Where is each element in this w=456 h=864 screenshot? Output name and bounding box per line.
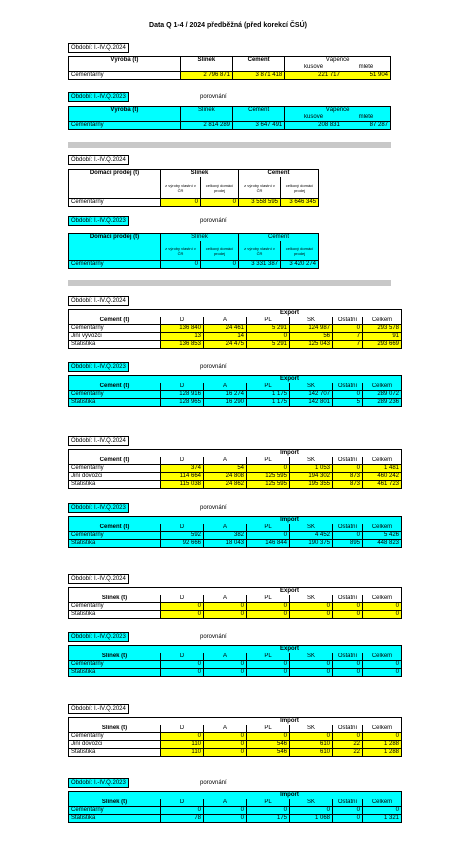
section-divider [68, 142, 391, 148]
table-row: Cementárny 0 0 0 0 0 0 [69, 603, 402, 611]
slinek-import-table-2024: Import Slínek (t) D A PL SK Ostatní Celkem Cementárny 0 0 0 0 0 0 Jiní dovozci 110 0 546 610 22 1 288 Statistika 110 0 546 610 22 1 288 [68, 717, 402, 757]
domaci-table-2024: Domácí prodej (t) Slínek Cement z výroby vlastní v ČR celkový domácí prodej z výroby vlastní v ČR celkový domácí prodej Cementárny 0 0 3 558 595 3 646 345 [68, 169, 319, 207]
table-row: Jiní dovozci 110 0 546 610 22 1 288 [69, 741, 402, 749]
period-label: Období: I.-IV.Q.2023 [68, 92, 129, 102]
col-header: mleté [342, 64, 391, 72]
table-row: Cementárny 592 382 0 4 452 0 5 426 [69, 532, 402, 540]
table-row: Cementárny 2 796 871 3 871 418 221 717 51 904 [69, 72, 391, 80]
table-row: Statistika 136 853 24 475 5 291 125 043 7 293 669 [69, 341, 402, 349]
table-row: Statistika 0 0 0 0 0 0 [69, 611, 402, 619]
slinek-export-table-2023: Export Slínek (t) D A PL SK Ostatní Celkem Cementárny 0 0 0 0 0 0 Statistika 0 0 0 0 0 0 [68, 645, 402, 677]
table-row: Cementárny 128 916 16 274 1 175 142 707 0 289 072 [69, 391, 402, 399]
comparison-label: porovnání [200, 634, 227, 640]
table-row: Statistika 0 0 0 0 0 0 [69, 669, 402, 677]
period-label: Období: I.-IV.Q.2024 [68, 704, 129, 714]
table-row: Cementárny 374 54 0 1 053 0 1 481 [69, 465, 402, 473]
period-label: Období: I.-IV.Q.2023 [68, 778, 129, 788]
col-header: kusové [285, 64, 342, 72]
vyroba-table-2023: Výroba (t) Slínek Cement Vápence kusové mleté Cementárny 2 814 289 3 647 491 208 831 87 287 [68, 106, 391, 130]
period-label: Období: I.-IV.Q.2024 [68, 296, 129, 306]
comparison-label: porovnání [200, 364, 227, 370]
vyroba-table-2024 [68, 56, 391, 80]
cement-export-table-2023: Export Cement (t) D A PL SK Ostatní Celkem Cementárny 128 916 16 274 1 175 142 707 0 289 072 Statistika 128 965 16 290 1 175 142 801 5 289 236 [68, 375, 402, 407]
table-row: Jiní dovozci 114 664 24 808 125 595 194 302 873 460 242 [69, 473, 402, 481]
slinek-import-table-2023: Import Slínek (t) D A PL SK Ostatní Celkem Cementárny 0 0 0 0 0 0 Statistika 78 0 175 1 068 0 1 321 [68, 791, 402, 823]
period-label: Období: I.-IV.Q.2024 [68, 436, 129, 446]
col-header: Cement [233, 57, 285, 65]
table-row: Statistika 110 0 546 610 22 1 288 [69, 749, 402, 757]
table-row: Statistika 78 0 175 1 068 0 1 321 [69, 815, 402, 823]
period-label: Období: I.-IV.Q.2023 [68, 362, 129, 372]
comparison-label: porovnání [200, 94, 227, 100]
table-row: Cementárny 0 0 0 0 0 0 [69, 661, 402, 669]
col-header: Slínek [180, 57, 232, 65]
table-row: Cementárny 0 0 3 331 387 3 420 274 [69, 261, 319, 269]
domaci-table-2023: Domácí prodej (t) Slínek Cement z výroby vlastní v ČR celkový domácí prodej z výroby vlastní v ČR celkový domácí prodej Cementárny 0 0 3 331 387 3 420 274 [68, 233, 319, 269]
table-row: Cementárny 0 0 0 0 0 0 [69, 807, 402, 815]
table-head: Výroba (t) [69, 57, 181, 65]
col-header: Vápence [285, 57, 391, 65]
table-row: Cementárny 0 0 0 0 0 0 [69, 733, 402, 741]
cement-export-table-2024: Export Cement (t) D A PL SK Ostatní Celkem Cementárny 136 840 24 461 5 291 124 987 0 293 578 Jiní vývozci 13 14 0 56 7 91 Statistika 136 853 24 475 5 291 125 043 7 293 669 [68, 309, 402, 349]
table-row: Statistika 115 038 24 862 125 595 195 355 873 461 723 [69, 481, 402, 489]
period-label: Období: I.-IV.Q.2023 [68, 216, 129, 226]
table-row: Cementárny 2 814 289 3 647 491 208 831 87 287 [69, 122, 391, 130]
slinek-export-table-2024: Export Slínek (t) D A PL SK Ostatní Celkem Cementárny 0 0 0 0 0 0 Statistika 0 0 0 0 0 0 [68, 587, 402, 619]
period-label: Období: I.-IV.Q.2023 [68, 503, 129, 513]
comparison-label: porovnání [200, 505, 227, 511]
comparison-label: porovnání [200, 780, 227, 786]
section-divider [68, 280, 391, 286]
cement-import-table-2023: Import Cement (t) D A PL SK Ostatní Celkem Cementárny 592 382 0 4 452 0 5 426 Statistika 92 666 18 043 146 844 190 375 895 448 823 [68, 516, 402, 548]
table-row: Statistika 92 666 18 043 146 844 190 375 895 448 823 [69, 540, 402, 548]
table-row: Cementárny 136 840 24 461 5 291 124 987 0 293 578 [69, 325, 402, 333]
period-label: Období: I.-IV.Q.2024 [68, 43, 129, 53]
table-row: Cementárny 0 0 3 558 595 3 646 345 [69, 199, 319, 207]
cement-import-table-2024: Import Cement (t) D A PL SK Ostatní Celkem Cementárny 374 54 0 1 053 0 1 481 Jiní dovozci 114 664 24 808 125 595 194 302 873 460 242 Statistika 115 038 24 862 125 595 195 355 873 461 723 [68, 449, 402, 489]
period-label: Období: I.-IV.Q.2024 [68, 574, 129, 584]
page-title: Data Q 1-4 / 2024 předběžná (před korekcí ČSÚ) [149, 22, 307, 29]
table-row: Statistika 128 965 16 290 1 175 142 801 5 289 236 [69, 399, 402, 407]
period-label: Období: I.-IV.Q.2023 [68, 632, 129, 642]
period-label: Období: I.-IV.Q.2024 [68, 155, 129, 165]
table-row: Jiní vývozci 13 14 0 56 7 91 [69, 333, 402, 341]
